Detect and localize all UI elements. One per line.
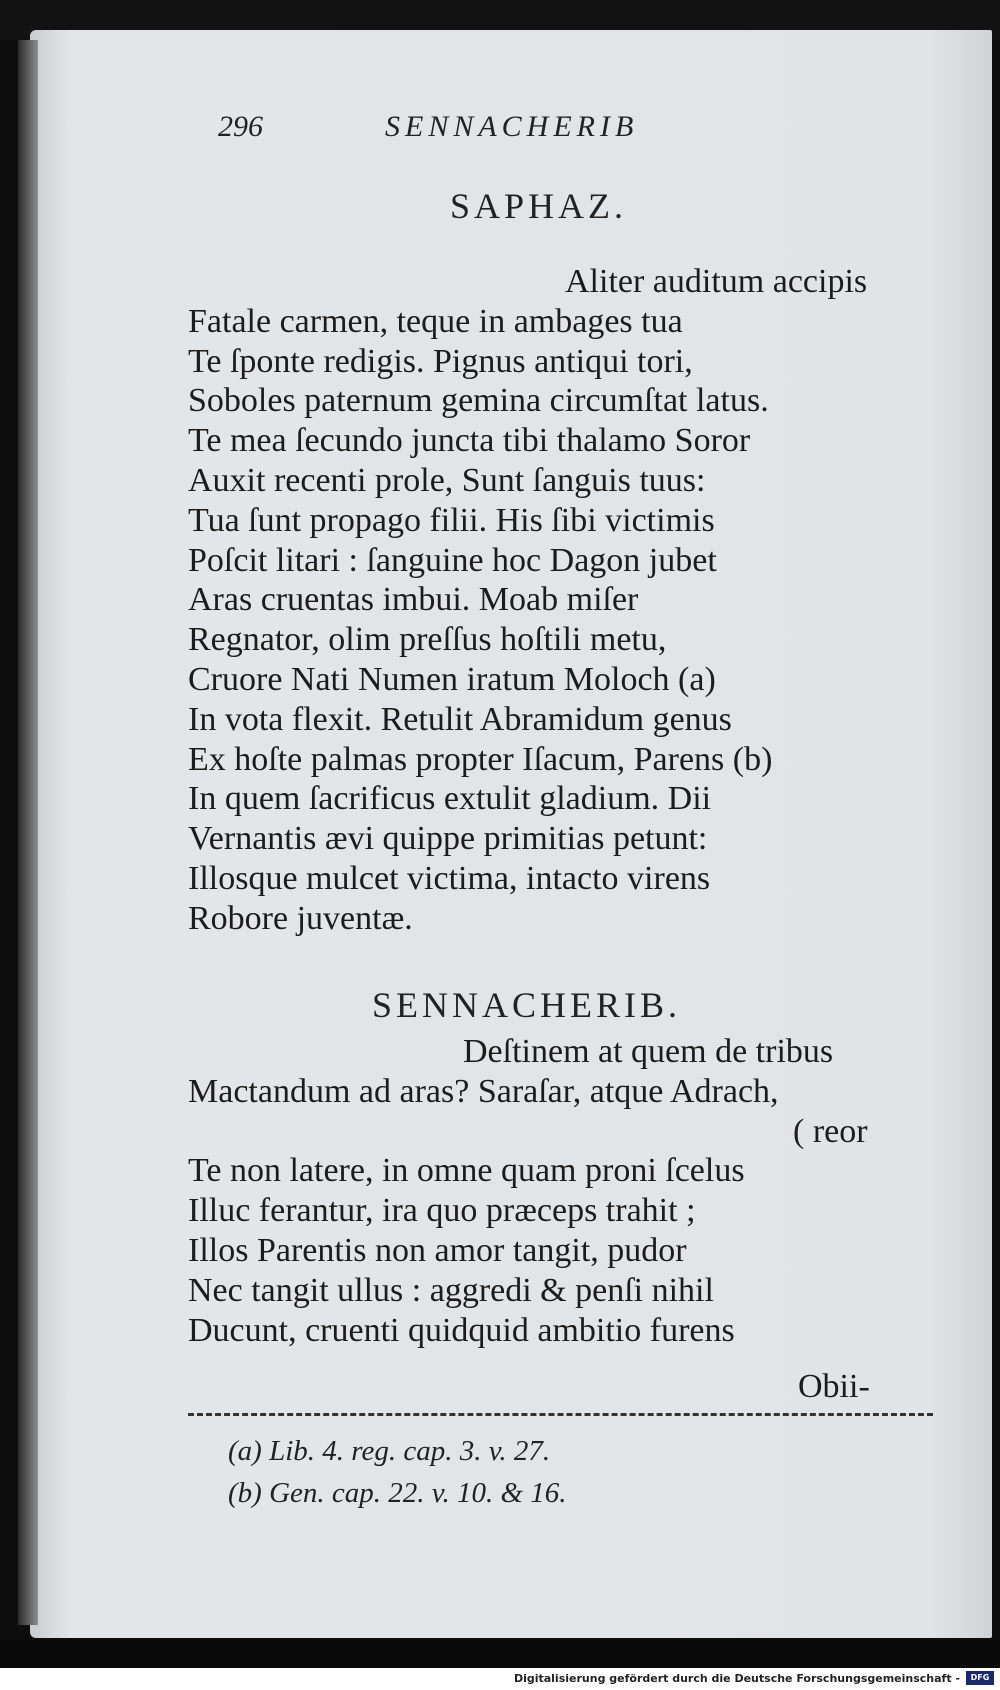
verse-line: Illosque mulcet victima, intacto virens bbox=[188, 859, 711, 897]
footnotes bbox=[228, 1430, 567, 1514]
verse-line: Mactandum ad aras? Saraſar, atque Adrach, bbox=[188, 1072, 779, 1110]
verse-line: Regnator, olim preſſus hoſtili metu, bbox=[188, 621, 667, 659]
verse-line: Soboles paternum gemina circumſtat latus. bbox=[188, 382, 769, 420]
verse-block-saphaz bbox=[188, 262, 948, 939]
verse-block-sennacherib bbox=[188, 1032, 948, 1350]
scan-background-bottom bbox=[0, 1640, 1000, 1670]
page-number: 296 bbox=[218, 110, 263, 143]
verse-line-overflow: ( reor bbox=[793, 1112, 868, 1150]
verse-line: Te non latere, in omne quam proni ſcelus bbox=[188, 1152, 745, 1190]
digitization-note: Digitalisierung gefördert durch die Deutsche Forschungsgemeinschaft - bbox=[513, 1672, 960, 1685]
verse-line: Fatale carmen, teque in ambages tua bbox=[188, 302, 683, 340]
verse-line: Robore juventæ. bbox=[188, 899, 413, 937]
footnote-rule bbox=[188, 1413, 933, 1416]
speaker-heading-saphaz: SAPHAZ. bbox=[450, 186, 628, 226]
verse-line: Te ſponte redigis. Pignus antiqui tori, bbox=[188, 342, 693, 380]
page-spine-edge bbox=[18, 40, 38, 1625]
catchword: Obii- bbox=[798, 1368, 870, 1405]
dfg-logo-icon: DFG bbox=[966, 1671, 994, 1685]
verse-line: Cruore Nati Numen iratum Moloch (a) bbox=[188, 660, 716, 698]
verse-line: Auxit recenti prole, Sunt ſanguis tuus: bbox=[188, 461, 706, 499]
verse-line: Ex hoſte palmas propter Iſacum, Parens (b) bbox=[188, 740, 773, 778]
running-title: SENNACHERIB bbox=[385, 110, 639, 143]
verse-line: Deſtinem at quem de tribus bbox=[463, 1033, 834, 1070]
verse-line: Poſcit litari : ſanguine hoc Dagon jubet bbox=[188, 541, 717, 579]
verse-line: Aras cruentas imbui. Moab miſer bbox=[188, 581, 639, 619]
verse-line: In quem ſacrificus extulit gladium. Dii bbox=[188, 780, 712, 818]
verse-line: Te mea ſecundo juncta tibi thalamo Soror bbox=[188, 422, 751, 460]
verse-line: Illuc ferantur, ira quo præceps trahit ; bbox=[188, 1192, 696, 1230]
verse-line: Nec tangit ullus : aggredi & penſi nihil bbox=[188, 1271, 714, 1309]
verse-line: Tua ſunt propago filii. His ſibi victimis bbox=[188, 501, 715, 539]
footnote-a: (a) Lib. 4. reg. cap. 3. v. 27. bbox=[228, 1435, 551, 1467]
verse-line: Illos Parentis non amor tangit, pudor bbox=[188, 1231, 687, 1269]
verse-line: In vota flexit. Retulit Abramidum genus bbox=[188, 700, 732, 738]
footnote-b: (b) Gen. cap. 22. v. 10. & 16. bbox=[228, 1477, 567, 1509]
verse-line: Vernantis ævi quippe primitias petunt: bbox=[188, 820, 708, 858]
verse-line: Aliter auditum accipis bbox=[565, 263, 868, 300]
speaker-heading-sennacherib: SENNACHERIB. bbox=[372, 985, 682, 1025]
verse-line: Ducunt, cruenti quidquid ambitio furens bbox=[188, 1311, 735, 1349]
